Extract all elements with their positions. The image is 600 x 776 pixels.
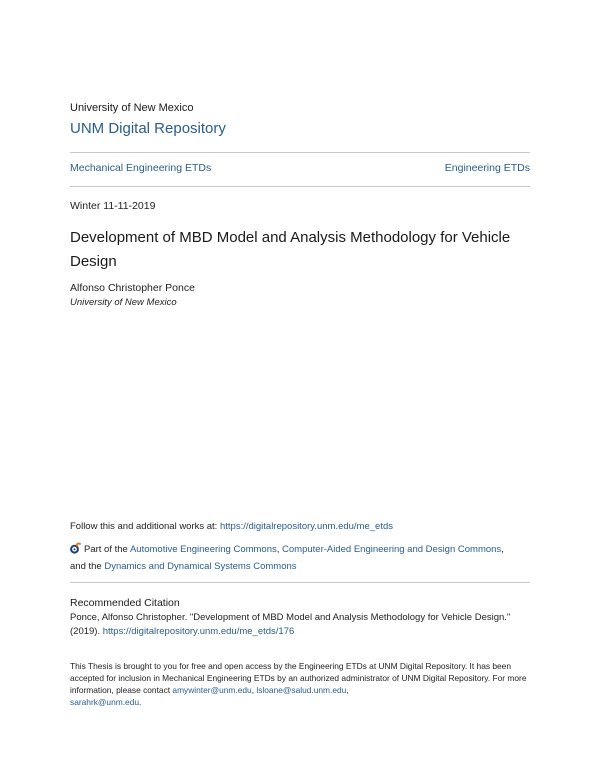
engineering-etds-link[interactable]: Engineering ETDs (444, 162, 530, 174)
citation-text: Ponce, Alfonso Christopher. "Development of MBD Model and Analysis Methodology for Vehicle Design." (2019). (70, 612, 511, 637)
contact-email-3-link[interactable]: sarahrk@unm.edu (70, 697, 140, 707)
cover-page (70, 0, 530, 776)
citation-divider (70, 582, 530, 583)
part-of-separator-1: , (276, 544, 283, 555)
dynamics-commons-link[interactable]: Dynamics and Dynamical Systems Commons (104, 561, 297, 572)
automotive-engineering-commons-link[interactable]: Automotive Engineering Commons (129, 544, 277, 555)
follow-line (70, 521, 393, 532)
notice-separator-1: , (251, 685, 257, 695)
document-title: Development of MBD Model and Analysis Methodology for Vehicle Design (70, 229, 511, 270)
notice-separator-2: , (346, 685, 349, 695)
follow-text: Follow this and additional works at: (70, 521, 220, 532)
collections-divider (70, 186, 530, 187)
part-of-separator-2: , (501, 544, 504, 555)
citation-heading: Recommended Citation (70, 597, 180, 609)
citation-url-link[interactable]: https://digitalrepository.unm.edu/me_etds/176 (102, 626, 295, 637)
contact-email-2-link[interactable]: lsloane@salud.unm.edu (256, 685, 347, 695)
part-of-prefix: Part of the (84, 544, 130, 555)
publication-date: Winter 11-11-2019 (70, 200, 156, 212)
top-divider (70, 152, 530, 153)
notice-text: This Thesis is brought to you for free and open access by the Engineering ETDs at UNM Digital Repository. It has been accepted for inclusion in Mechanical Engineering ETDs by an authorized administrator of UNM Digital Repository. For more information, please contact (70, 661, 527, 695)
open-access-icon (70, 542, 81, 559)
author-affiliation: University of New Mexico (70, 297, 177, 308)
institution-name: University of New Mexico (70, 102, 194, 114)
mechanical-engineering-etds-link[interactable]: Mechanical Engineering ETDs (70, 162, 212, 174)
collection-url-link[interactable]: https://digitalrepository.unm.edu/me_etds (219, 521, 393, 532)
part-of-and-the: and the (70, 561, 105, 572)
computer-aided-engineering-commons-link[interactable]: Computer-Aided Engineering and Design Commons (282, 544, 502, 555)
access-notice (70, 660, 535, 708)
repository-link[interactable]: UNM Digital Repository (70, 120, 226, 137)
notice-end: . (139, 697, 142, 707)
contact-email-1-link[interactable]: amywinter@unm.edu (172, 685, 252, 695)
author-name: Alfonso Christopher Ponce (70, 282, 195, 294)
citation-body (70, 611, 530, 639)
part-of-block (70, 542, 530, 574)
collections-bar (70, 162, 530, 174)
